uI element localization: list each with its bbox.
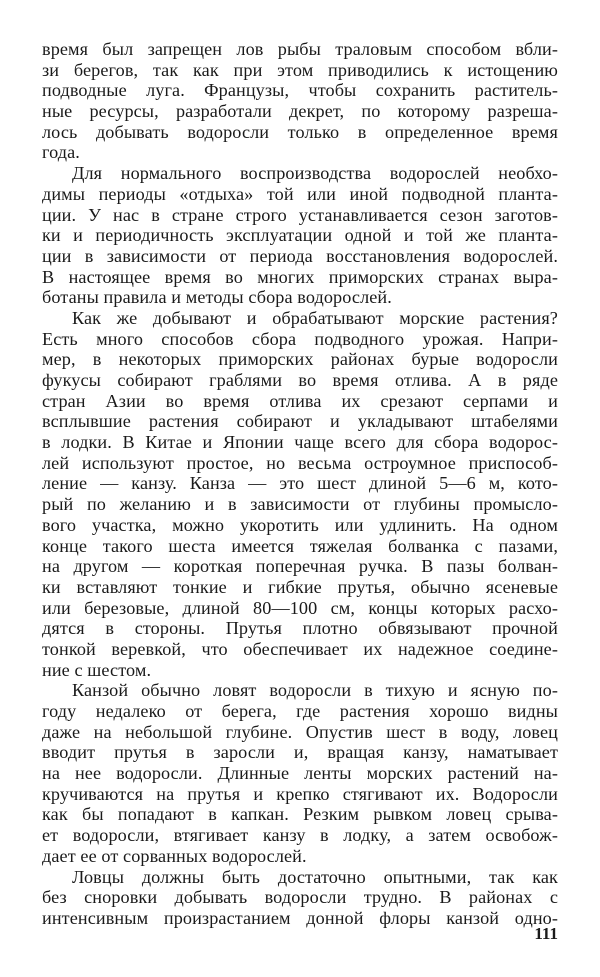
text-line: В настоящее время во многих приморских странах выра- (42, 266, 558, 287)
text-line: в лодки. В Китае и Японии чаще всего для сбора водорос- (42, 432, 558, 453)
paragraph (42, 163, 558, 308)
text-line: ние с шестом. (42, 659, 152, 680)
text-line: ки и периодичность эксплуатации одной и той же планта- (42, 225, 558, 246)
text-line: зи берегов, так как при этом приводились к истощению (42, 59, 558, 80)
text-line: года. (42, 142, 80, 163)
text-line: году недалеко от берега, где растения хорошо видны (42, 701, 558, 721)
text-line: ление — канзу. Канза — это шест длиной 5—6 м, кото- (42, 473, 558, 494)
text-line: стран Азии во время отлива их срезают серпами и (42, 390, 558, 411)
paragraph (42, 680, 558, 866)
text-line: Канзой обычно ловят водоросли в тихую и ясную по- (72, 680, 558, 701)
text-line: или березовые, длиной 80—100 см, концы которых расхо- (42, 597, 558, 618)
page-number: 111 (534, 924, 558, 943)
text-line: Как же добывают и обрабатывают морские растения? (72, 307, 558, 328)
text-line: лей используют простое, но весьма остроумное приспособ- (42, 452, 558, 473)
text-line: фукусы собирают граблями во время отлива. А в ряде (42, 370, 558, 390)
text-line: тонкой веревкой, что обеспечивает их надежное соедине- (42, 638, 558, 659)
text-line: на другом — короткая поперечная ручка. В пазы болван- (42, 556, 558, 577)
text-line: Ловцы должны быть достаточно опытными, так как (72, 866, 558, 887)
text-line: ет водоросли, втягивает канзу в лодку, а затем освобож- (42, 825, 558, 846)
text-line: ции в зависимости от периода восстановления водорослей. (42, 245, 558, 266)
paragraph (42, 308, 558, 680)
text-line: ки вставляют тонкие и гибкие прутья, обычно ясеневые (42, 576, 558, 597)
page-body (42, 39, 558, 929)
text-line: без сноровки добывать водоросли трудно. В районах с (42, 887, 558, 908)
text-line: ные ресурсы, разработали декрет, по которому разреша- (42, 101, 558, 122)
text-line: интенсивным произрастанием донной флоры канзой одно- (42, 907, 558, 928)
text-line: кручиваются на прутья и крепко стягивают их. Водоросли (42, 783, 558, 804)
paragraph (42, 867, 558, 929)
text-line: рый по желанию и в зависимости от глубины промысло- (42, 494, 558, 515)
text-line: вводит прутья в заросли и, вращая канзу, наматывает (42, 742, 558, 763)
text-line: дятся в стороны. Прутья плотно обвязывают прочной (42, 618, 558, 639)
text-line: конце такого шеста имеется тяжелая болванка с пазами, (42, 535, 558, 556)
text-line: ботаны правила и методы сбора водорослей. (42, 287, 392, 308)
text-line: Для нормального воспроизводства водорослей необхо- (72, 163, 558, 184)
text-line: мер, в некоторых приморских районах бурые водоросли (42, 349, 558, 370)
text-line: вого участка, можно укоротить или удлинить. На одном (42, 514, 558, 535)
text-line: димы периоды «отдыха» той или иной подводной планта- (42, 183, 558, 204)
text-line: Есть много способов сбора подводного урожая. Напри- (42, 328, 558, 349)
text-line: как бы попадают в капкан. Резким рывком ловец срыва- (42, 804, 558, 825)
text-line: время был запрещен лов рыбы траловым способом вбли- (42, 39, 558, 59)
text-line: подводные луга. Французы, чтобы сохранить раститель- (42, 80, 558, 101)
text-line: дает ее от сорванных водорослей. (42, 845, 307, 866)
text-line: лось добывать водоросли только в определенное время (42, 121, 558, 142)
text-line: всплывшие растения собирают и укладывают штабелями (42, 411, 558, 432)
text-line: на нее водоросли. Длинные ленты морских растений на- (42, 763, 558, 784)
paragraph (42, 39, 558, 163)
text-line: ции. У нас в стране строго устанавливается сезон заготов- (42, 204, 558, 225)
text-line: даже на небольшой глубине. Опустив шест в воду, ловец (42, 721, 558, 742)
